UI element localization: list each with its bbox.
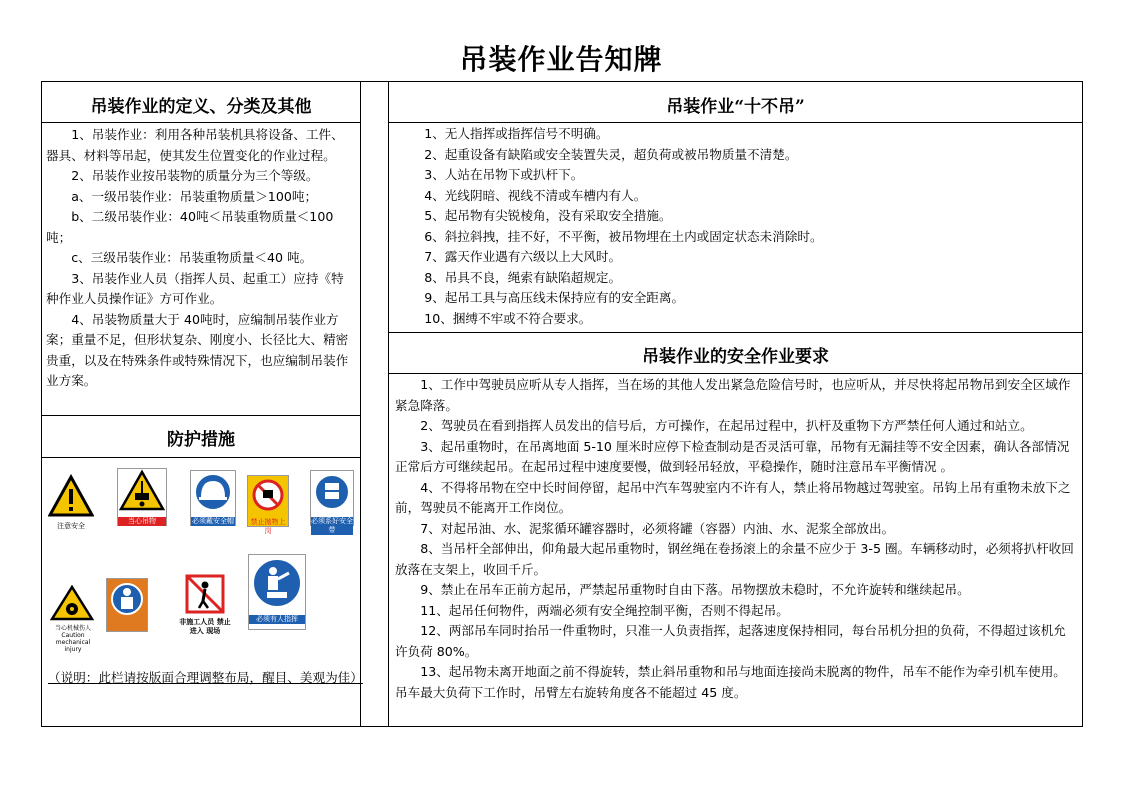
requirements-list	[395, 375, 1074, 703]
rule-item: 1、无人指挥或指挥信号不明确。	[424, 126, 609, 141]
requirement-item: 2、驾驶员在看到指挥人员发出的信号后，方可操作，在起吊过程中，扒杆及重物下方严禁任何人通过和站立。	[420, 418, 1033, 433]
requirement-item: 4、不得将吊物在空中长时间停留，起吊中汽车驾驶室内不许有人，禁止将吊物越过驾驶室。吊钩上吊有重物未放下之前，驾驶员不能离开工作岗位。	[395, 479, 1071, 515]
no-entry-person-icon	[177, 574, 233, 634]
rule-item: 2、起重设备有缺陷或安全装置失灵，超负荷或被吊物质量不清楚。	[424, 146, 798, 162]
sign-caption: 必须有人指挥	[249, 615, 305, 624]
sign-caption: 当心机械伤人 Caution mechanical injury	[54, 625, 91, 653]
sign-caption: 注意安全	[57, 522, 85, 530]
no-climbing-icon	[247, 475, 289, 535]
left-panel	[41, 81, 361, 727]
page-title: 吊装作业告知牌	[459, 43, 663, 76]
ten-rules-list	[399, 124, 1074, 329]
requirement-item: 1、工作中驾驶员应听从专人指挥，当在场的其他人发出紧急危险信号时，也应听从，并尽快将起吊物吊到安全区域作紧急降落。	[395, 377, 1071, 413]
definition-paragraph: 3、吊装作业人员（指挥人员、起重工）应持《特种作业人员操作证》方可作业。	[46, 270, 344, 306]
definition-list	[46, 125, 354, 392]
sign-caption: 必须系好安全带	[311, 517, 353, 534]
rule-item: 4、光线阴暗、视线不清或车槽内有人。	[424, 187, 647, 203]
layout-note: （说明：此栏请按版面合理调整布局，醒目、美观为佳）	[48, 670, 363, 685]
definition-paragraph: b、二级吊装作业：40吨＜吊装重物质量＜100吨；	[46, 209, 334, 245]
left-heading: 吊装作业的定义、分类及其他	[90, 97, 312, 117]
sign-caption: 当心吊物	[118, 517, 166, 526]
sign-caption: 非施工人员 禁止进入 现场	[179, 618, 231, 635]
requirements-heading: 吊装作业的安全作业要求	[642, 347, 829, 367]
right-panel	[388, 81, 1083, 727]
rule-item: 5、起吊物有尖锐棱角，没有采取安全措施。	[424, 208, 672, 223]
ten-rules-heading: 吊装作业“十不吊”	[666, 97, 805, 117]
protection-heading: 防护措施	[167, 430, 235, 450]
middle-spacer	[360, 81, 389, 727]
rule-item: 3、人站在吊物下或扒杆下。	[424, 167, 584, 182]
mechanical-injury-warning-icon	[50, 585, 96, 653]
requirement-item: 3、起吊重物时，在吊离地面 5-10 厘米时应停下检查制动是否灵活可靠，吊物有无漏挂等不安全因素，确认各部情况正常后方可继续起吊。在起吊过程中速度要慢，做到轻吊轻放，平稳操作，随时注意吊车平衡情况 。	[395, 438, 1070, 474]
requirement-item: 8、当吊杆全部伸出，仰角最大起吊重物时，钢丝绳在卷扬滚上的余量不应少于 3-5 圈。车辆移动时，必须将扒杆收回放落在支架上，收回千斤。	[395, 541, 1074, 577]
helmet-mandatory-icon	[190, 470, 236, 526]
requirement-item: 11、起吊任何物件，两端必须有安全绳控制平衡，否则不得起吊。	[420, 602, 789, 618]
sign-caption: 禁止抛物上岗	[250, 518, 286, 535]
rule-item: 9、起吊工具与高压线未保持应有的安全距离。	[424, 290, 685, 305]
rule-item: 8、吊具不良，绳索有缺陷超规定。	[424, 269, 622, 285]
requirement-item: 13、起吊物未离开地面之前不得旋转，禁止斜吊重物和吊与地面连接尚未脱离的物件，吊车不能作为牵引机车使用。吊车最大负荷下工作时，吊臂左右旋转角度各不能超过 45 度。	[395, 664, 1066, 700]
warning-triangle-icon	[48, 474, 94, 532]
safety-belt-mandatory-icon	[310, 470, 354, 534]
rule-item: 7、露天作业遇有六级以上大风时。	[424, 249, 622, 264]
definition-paragraph: 2、吊装作业按吊装物的质量分为三个等级。	[71, 168, 319, 183]
rule-item: 10、捆缚不牢或不符合要求。	[424, 310, 592, 326]
definition-paragraph: 4、吊装物质量大于 40吨时，应编制吊装作业方案；重量不足，但形状复杂、刚度小、长径比大、精密贵重，以及在特殊条件或特殊情况下，也应编制吊装作业方案。	[46, 311, 349, 388]
commander-mandatory-icon	[248, 554, 306, 630]
definition-paragraph: 1、吊装作业：利用各种吊装机具将设备、工件、器具、材料等吊起，使其发生位置变化的作业过程。	[46, 127, 344, 163]
requirement-item: 12、两部吊车同时抬吊一件重物时，只准一人负责指挥，起落速度保持相同，每台吊机分担的负荷，不得超过该机允许负荷 80%。	[395, 623, 1066, 659]
hanging-load-warning-icon	[117, 468, 167, 526]
requirement-item: 9、禁止在吊车正前方起吊，严禁起吊重物时自由下落。吊物摆放未稳时，不允许旋转和继续起吊。	[420, 582, 970, 597]
definition-paragraph: c、三级吊装作业：吊装重物质量＜40 吨。	[71, 250, 313, 265]
rule-item: 6、斜拉斜拽，挂不好，不平衡，被吊物埋在土内或固定状态未消除时。	[424, 228, 823, 244]
requirement-item: 7、对起吊油、水、泥浆循环罐容器时，必须将罐（容器）内油、水、泥浆全部放出。	[420, 520, 895, 536]
definition-paragraph: a、一级吊装作业：吊装重物质量＞100吨；	[71, 188, 318, 204]
sign-caption: 必须戴安全帽	[192, 517, 234, 525]
protective-gear-icon	[106, 578, 148, 632]
